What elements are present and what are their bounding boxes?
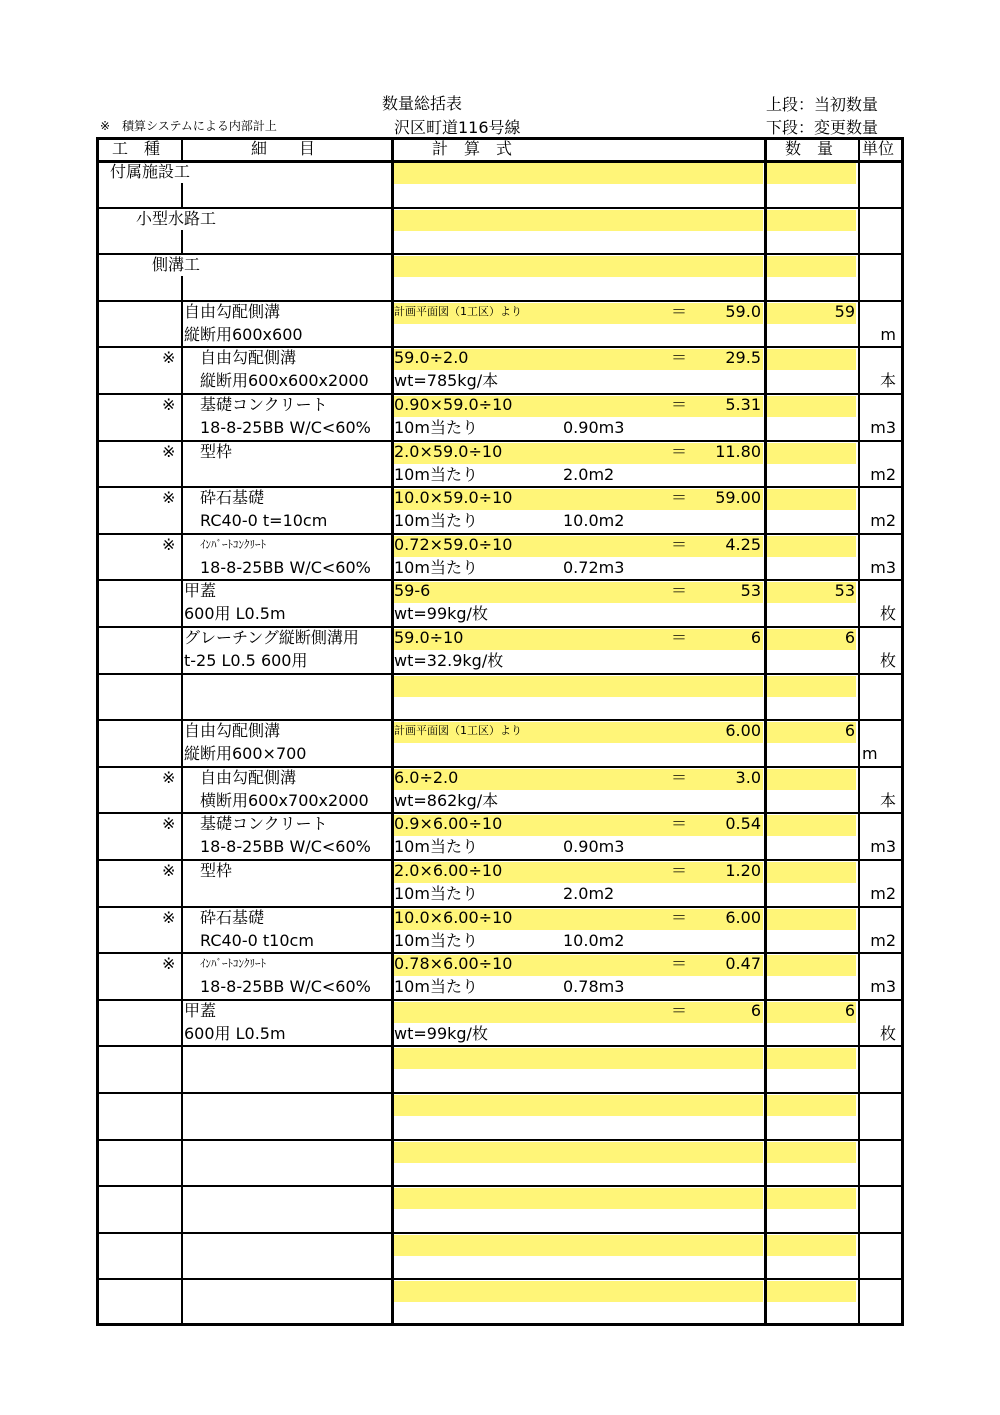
quantity-highlight	[766, 1142, 856, 1163]
section-tick	[181, 230, 183, 254]
equals-sign: ＝	[671, 581, 688, 601]
section-label: 側溝工	[152, 255, 201, 275]
item-spec: RC40-0 t10cm	[200, 930, 314, 950]
table-border-right	[901, 137, 904, 1326]
formula-note: wt=862kg/本	[394, 790, 499, 810]
calc-result: 5.31	[725, 395, 761, 414]
unit-label: m3	[870, 418, 896, 437]
formula-text: 0.72×59.0÷10	[394, 534, 513, 554]
item-mark: ※	[162, 861, 176, 880]
quantity-value: 59	[834, 301, 855, 321]
item-name: 砕石基礎	[200, 907, 265, 927]
item-mark: ※	[162, 814, 176, 834]
row-divider	[96, 1232, 904, 1234]
item-name: 砕石基礎	[200, 488, 265, 508]
legend-initial: 上段：当初数量	[766, 95, 879, 114]
formula-note: 10m当たり	[394, 930, 478, 950]
item-spec: 縦断用600x600x2000	[200, 371, 369, 391]
header-suryo: 数 量	[785, 139, 834, 158]
item-spec: t-25 L0.5 600用	[184, 651, 308, 670]
per-unit-value: 0.90m3	[563, 418, 625, 437]
unit-label: m2	[870, 930, 896, 950]
item-spec: 縦断用600x600	[184, 324, 303, 344]
quantity-highlight	[766, 349, 856, 370]
calc-result: 6	[750, 628, 761, 647]
item-name: グレーチング縦断側溝用	[184, 628, 359, 647]
item-mark: ※	[162, 441, 176, 461]
calc-result: 1.20	[725, 861, 761, 880]
item-mark: ※	[162, 395, 176, 414]
item-spec: 縦断用600×700	[184, 744, 307, 764]
per-unit-value: 10.0m2	[563, 511, 625, 531]
equals-sign: ＝	[671, 488, 688, 508]
unit-label: 枚	[879, 604, 896, 624]
col-divider-1	[181, 301, 183, 1326]
formula-text: 2.0×6.00÷10	[394, 861, 503, 880]
quantity-highlight	[766, 256, 856, 277]
unit-label: m2	[870, 511, 896, 531]
formula-text: 0.90×59.0÷10	[394, 395, 513, 414]
per-unit-value: 2.0m2	[563, 884, 615, 903]
unit-label: m2	[870, 464, 896, 484]
formula-text: 0.78×6.00÷10	[394, 954, 513, 974]
quantity-highlight	[766, 1095, 856, 1116]
section-tick	[181, 183, 183, 207]
item-name: 型枠	[200, 441, 233, 461]
col-divider-1-header	[181, 137, 183, 161]
per-unit-value: 0.72m3	[563, 557, 625, 577]
col-divider-3	[764, 137, 767, 1326]
unit-label: m3	[870, 977, 896, 997]
quantity-highlight	[766, 163, 856, 184]
section-tick	[181, 276, 183, 300]
table-border-left	[96, 137, 99, 1326]
calc-result: 29.5	[725, 348, 761, 368]
quantity-highlight	[766, 1048, 856, 1069]
quantity-highlight	[766, 909, 856, 930]
section-label: 付属施設工	[110, 162, 191, 181]
formula-note: 10m当たり	[394, 557, 478, 577]
item-name: 自由勾配側溝	[184, 721, 281, 741]
equals-sign: ＝	[671, 814, 688, 834]
equals-sign: ＝	[671, 1000, 688, 1020]
formula-note: 10m当たり	[394, 464, 478, 484]
row-divider	[96, 1045, 904, 1047]
calc-result: 6.00	[725, 907, 761, 927]
header-tani: 単位	[862, 139, 895, 158]
row-divider	[96, 1092, 904, 1094]
quantity-highlight	[766, 769, 856, 790]
row-divider	[96, 673, 904, 675]
formula-text: 6.0÷2.0	[394, 767, 459, 787]
item-spec: 18-8-25BB W/C<60%	[200, 977, 371, 997]
unit-label: m3	[870, 837, 896, 857]
section-label: 小型水路工	[136, 208, 217, 228]
formula-highlight	[392, 256, 763, 277]
formula-text: 2.0×59.0÷10	[394, 441, 503, 461]
formula-text: 計画平面図（1工区）より	[394, 724, 522, 738]
item-name: ｲﾝﾊﾞｰﾄｺﾝｸﾘｰﾄ	[200, 537, 266, 551]
item-mark: ※	[162, 348, 176, 368]
calc-result: 53	[740, 581, 761, 601]
quantity-highlight	[766, 862, 856, 883]
quantity-highlight	[766, 955, 856, 976]
quantity-value: 6	[844, 628, 855, 647]
page-title: 数量総括表	[382, 94, 463, 113]
item-spec: RC40-0 t=10cm	[200, 511, 328, 531]
calc-result: 0.54	[725, 814, 761, 834]
item-mark: ※	[162, 767, 176, 787]
unit-label: m2	[870, 884, 896, 903]
header-divider	[96, 160, 904, 163]
row-divider	[96, 1185, 904, 1187]
formula-text: 59.0÷2.0	[394, 348, 469, 368]
calc-result: 11.80	[715, 441, 761, 461]
item-name: 自由勾配側溝	[184, 301, 281, 321]
system-note: ※ 積算システムによる内部計上	[100, 119, 277, 133]
calc-result: 6	[750, 1000, 761, 1020]
formula-highlight	[392, 163, 763, 184]
per-unit-value: 10.0m2	[563, 930, 625, 950]
unit-label: m	[862, 744, 878, 764]
formula-note: 10m当たり	[394, 511, 478, 531]
quantity-highlight	[766, 676, 856, 697]
unit-label: m	[880, 324, 896, 344]
formula-text: 59-6	[394, 581, 431, 601]
quantity-highlight	[766, 489, 856, 510]
item-name: 基礎コンクリート	[200, 395, 328, 414]
row-divider	[96, 207, 904, 209]
formula-text: 10.0×59.0÷10	[394, 488, 513, 508]
formula-highlight	[392, 210, 763, 231]
quantity-highlight	[766, 1188, 856, 1209]
formula-highlight	[392, 1235, 763, 1256]
unit-label: 枚	[879, 1023, 896, 1043]
formula-text: 計画平面図（1工区）より	[394, 304, 522, 318]
row-divider	[96, 1139, 904, 1141]
calc-result: 0.47	[725, 954, 761, 974]
formula-note: wt=32.9kg/枚	[394, 651, 504, 670]
formula-note: 10m当たり	[394, 837, 478, 857]
formula-note: 10m当たり	[394, 418, 478, 437]
item-name: 甲蓋	[184, 581, 217, 601]
item-spec: 600用 L0.5m	[184, 1023, 286, 1043]
equals-sign: ＝	[671, 348, 688, 368]
formula-highlight	[392, 1048, 763, 1069]
equals-sign: ＝	[671, 628, 688, 647]
item-spec: 18-8-25BB W/C<60%	[200, 837, 371, 857]
item-spec: 18-8-25BB W/C<60%	[200, 418, 371, 437]
calc-result: 4.25	[725, 534, 761, 554]
formula-highlight	[392, 1095, 763, 1116]
formula-note: wt=785kg/本	[394, 371, 499, 391]
formula-highlight	[392, 1142, 763, 1163]
item-name: 自由勾配側溝	[200, 348, 297, 368]
route-name: 沢区町道116号線	[394, 118, 521, 137]
formula-note: 10m当たり	[394, 884, 478, 903]
quantity-value: 53	[834, 581, 855, 601]
quantity-highlight	[766, 396, 856, 417]
legend-changed: 下段：変更数量	[766, 118, 879, 137]
table-border-bottom	[96, 1323, 904, 1326]
formula-note: wt=99kg/枚	[394, 604, 488, 624]
row-divider	[96, 1278, 904, 1280]
quantity-highlight	[766, 1281, 856, 1302]
item-spec: 600用 L0.5m	[184, 604, 286, 624]
item-name: ｲﾝﾊﾞｰﾄｺﾝｸﾘｰﾄ	[200, 957, 266, 971]
quantity-table	[96, 137, 904, 1320]
formula-text: 0.9×6.00÷10	[394, 814, 503, 834]
formula-text: 59.0÷10	[394, 628, 464, 647]
equals-sign: ＝	[671, 954, 688, 974]
equals-sign: ＝	[671, 301, 688, 321]
quantity-value: 6	[844, 1000, 855, 1020]
header-koushu: 工 種	[112, 139, 161, 158]
col-divider-4	[858, 137, 860, 1326]
quantity-highlight	[766, 210, 856, 231]
formula-highlight	[392, 1188, 763, 1209]
formula-note: wt=99kg/枚	[394, 1023, 488, 1043]
header-saimoku: 細 目	[251, 139, 316, 158]
item-mark: ※	[162, 954, 176, 974]
item-name: 自由勾配側溝	[200, 767, 297, 787]
per-unit-value: 0.90m3	[563, 837, 625, 857]
formula-text: 10.0×6.00÷10	[394, 907, 513, 927]
equals-sign: ＝	[671, 534, 688, 554]
quantity-highlight	[766, 1235, 856, 1256]
item-spec: 横断用600x700x2000	[200, 790, 369, 810]
equals-sign: ＝	[671, 907, 688, 927]
unit-label: m3	[870, 557, 896, 577]
item-name: 基礎コンクリート	[200, 814, 328, 834]
per-unit-value: 0.78m3	[563, 977, 625, 997]
equals-sign: ＝	[671, 767, 688, 787]
quantity-highlight	[766, 443, 856, 464]
formula-note: 10m当たり	[394, 977, 478, 997]
calc-result: 59.00	[715, 488, 761, 508]
unit-label: 本	[879, 790, 896, 810]
quantity-highlight	[766, 536, 856, 557]
item-mark: ※	[162, 907, 176, 927]
unit-label: 本	[879, 371, 896, 391]
calc-result: 3.0	[735, 767, 761, 787]
item-name: 甲蓋	[184, 1000, 217, 1020]
item-spec: 18-8-25BB W/C<60%	[200, 557, 371, 577]
equals-sign: ＝	[671, 395, 688, 414]
calc-result: 6.00	[725, 721, 761, 741]
item-mark: ※	[162, 488, 176, 508]
quantity-value: 6	[844, 721, 855, 741]
item-mark: ※	[162, 534, 176, 554]
formula-highlight	[392, 1281, 763, 1302]
unit-label: 枚	[879, 651, 896, 670]
per-unit-value: 2.0m2	[563, 464, 615, 484]
quantity-highlight	[766, 815, 856, 836]
calc-result: 59.0	[725, 301, 761, 321]
equals-sign: ＝	[671, 441, 688, 461]
formula-highlight	[392, 676, 763, 697]
equals-sign: ＝	[671, 861, 688, 880]
row-divider	[96, 253, 904, 255]
header-keisanshiki: 計 算 式	[432, 139, 513, 158]
item-name: 型枠	[200, 861, 233, 880]
